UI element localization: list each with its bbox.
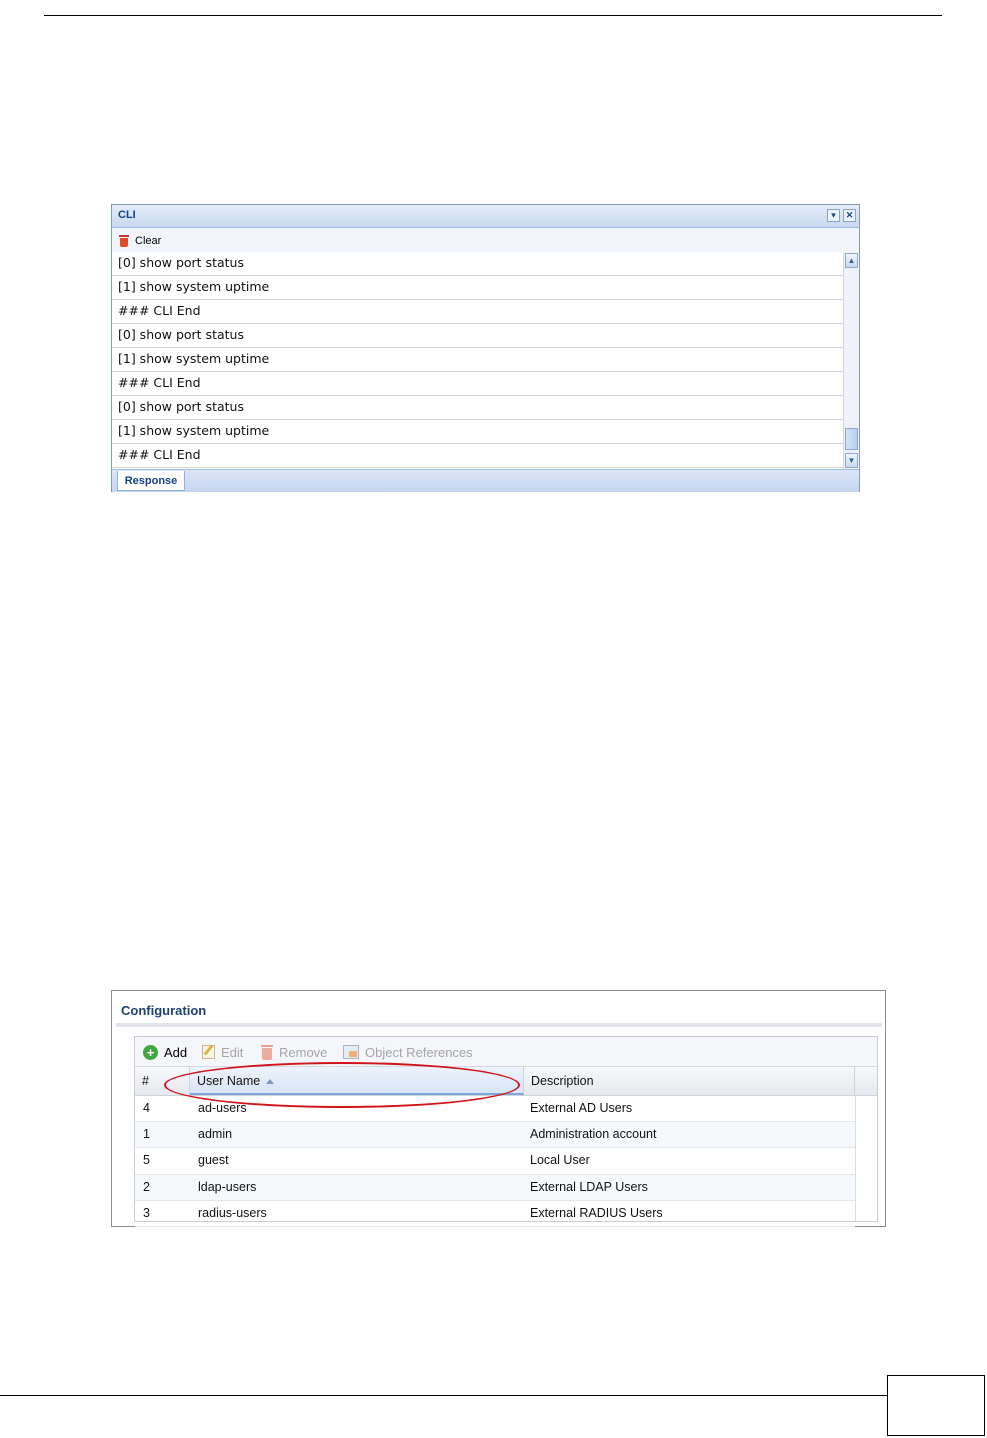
object-references-label: Object References [365,1044,473,1060]
cli-title: CLI [118,209,136,221]
cli-output-line: ### CLI End [112,372,843,396]
column-header-user-name[interactable] [190,1067,524,1095]
edit-icon [202,1045,215,1059]
header-rule [44,15,942,16]
cell-number: 2 [143,1179,150,1194]
remove-label: Remove [279,1044,328,1060]
page-number-box [887,1375,985,1436]
cell-user-name: guest [198,1153,229,1168]
cell-description: External AD Users [530,1101,633,1115]
column-header-description[interactable]: Description [524,1067,855,1095]
cli-scrollbar[interactable] [843,252,859,469]
scroll-thumb[interactable] [845,428,858,450]
edit-button[interactable] [202,1043,243,1061]
cli-output-line: [0] show port status [112,396,843,420]
cli-output-line: [1] show system uptime [112,420,843,444]
cli-output-line: [0] show port status [112,252,843,276]
object-references-button[interactable] [343,1043,473,1061]
cell-user-name: ad-users [198,1101,247,1115]
cli-output-line: [1] show system uptime [112,348,843,372]
table-header [135,1067,877,1096]
tab-response[interactable]: Response [117,471,185,491]
table-row[interactable] [135,1175,855,1201]
cell-description: External RADIUS Users [530,1205,663,1220]
trash-icon [261,1045,273,1060]
table-row[interactable] [135,1148,855,1174]
cli-output-line: [1] show system uptime [112,276,843,300]
add-icon: + [143,1045,158,1060]
scroll-up-icon[interactable]: ▲ [845,253,858,268]
table-body [135,1096,855,1227]
table-row[interactable] [135,1201,855,1227]
cli-output-line: ### CLI End [112,444,843,468]
sort-ascending-icon [266,1079,274,1084]
edit-label: Edit [221,1044,244,1060]
cell-user-name: radius-users [198,1205,267,1220]
trash-icon [119,235,129,247]
cli-footer [112,469,859,492]
cell-number: 3 [143,1205,150,1220]
cell-user-name: ldap-users [198,1179,257,1194]
column-header-user-name-label: User Name [197,1074,261,1088]
scroll-down-icon[interactable]: ▼ [845,453,858,468]
table-toolbar [135,1037,877,1067]
column-header-number[interactable]: # [135,1067,190,1095]
cell-description: Administration account [530,1127,657,1142]
table-row[interactable] [135,1096,855,1122]
column-header-spacer [855,1067,877,1095]
column-divider [855,1096,856,1221]
cli-output-line: ### CLI End [112,300,843,324]
configuration-panel [111,990,886,1227]
add-label: Add [164,1044,188,1060]
object-references-icon [343,1045,359,1059]
cell-number: 1 [143,1127,150,1142]
configuration-title: Configuration [121,1003,207,1018]
cli-toolbar [112,228,859,252]
cell-user-name: admin [198,1127,233,1142]
clear-button[interactable] [119,233,161,249]
cli-titlebar [112,205,859,228]
clear-label: Clear [135,235,162,247]
table-row[interactable] [135,1122,855,1148]
cli-output-line: [0] show port status [112,324,843,348]
remove-button[interactable] [261,1043,327,1061]
footer-rule [0,1395,889,1396]
user-table [134,1036,878,1222]
cell-number: 4 [143,1101,150,1115]
title-divider [116,1023,882,1027]
cell-number: 5 [143,1153,150,1168]
close-icon[interactable]: ✕ [843,209,856,222]
add-button[interactable] [143,1043,187,1061]
chevron-down-icon[interactable]: ▾ [827,209,840,222]
cli-output-list [112,252,843,469]
cell-description: Local User [530,1153,590,1168]
cli-panel [111,204,860,492]
cell-description: External LDAP Users [530,1179,648,1194]
